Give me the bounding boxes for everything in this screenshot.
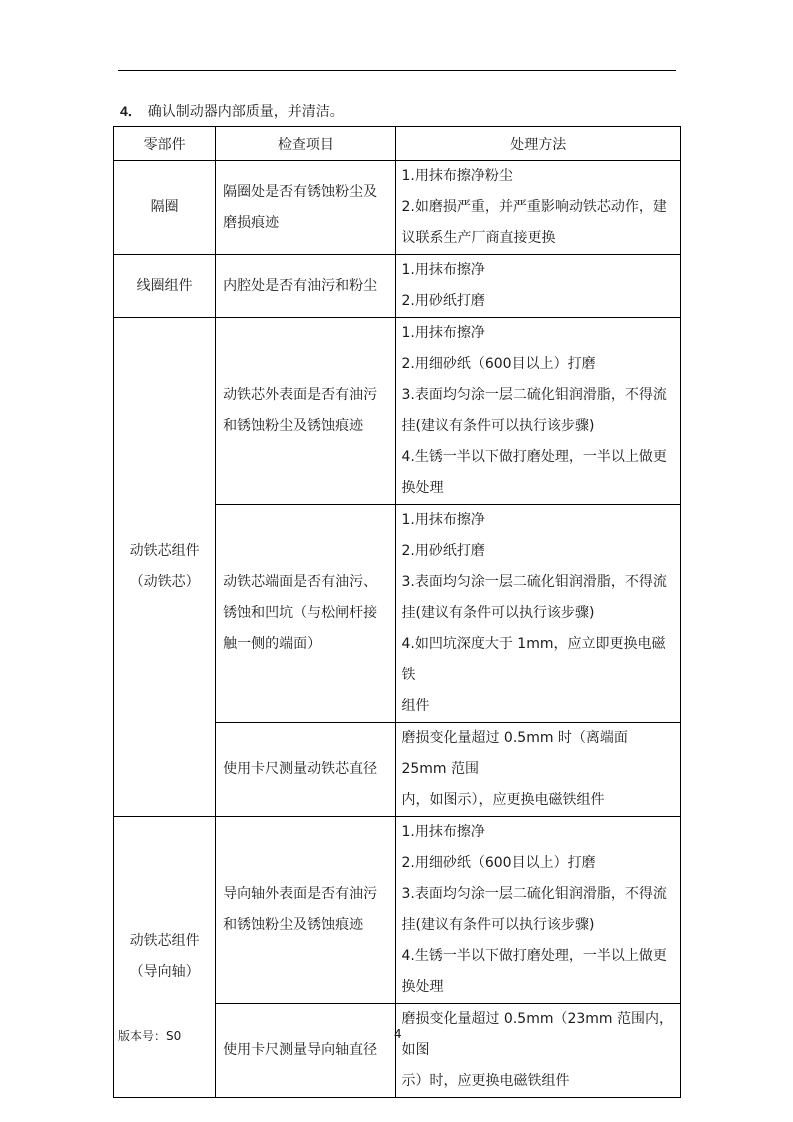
method-line: 1.用抹布擦净 (401, 262, 485, 278)
method-line: 挂(建议有条件可以执行该步骤) (401, 605, 595, 621)
version-number: 版本号：S0 (118, 1029, 182, 1043)
method-line: 4.如凹坑深度大于 1mm，应立即更换电磁铁 (401, 636, 666, 683)
table-row (114, 817, 681, 1004)
method-cell (396, 161, 681, 255)
method-line: 示）时，应更换电磁铁组件 (401, 1073, 570, 1089)
method-cell (396, 255, 681, 318)
header-part: 零部件 (114, 127, 216, 161)
method-cell (396, 1004, 681, 1098)
item-cell: 导向轴外表面是否有油污和锈蚀粉尘及锈蚀痕迹 (216, 817, 396, 1004)
section-title-text: 确认制动器内部质量，并清洁。 (147, 104, 344, 120)
header-rule (118, 70, 676, 71)
part-cell (114, 161, 216, 255)
method-line: 3.表面均匀涂一层二硫化钼润滑脂，不得流 (401, 574, 667, 590)
method-line: 2.用细砂纸（600目以上）打磨 (401, 855, 596, 871)
method-line: 3.表面均匀涂一层二硫化钼润滑脂，不得流 (401, 387, 667, 403)
section-heading (120, 101, 344, 122)
part-cell (114, 318, 216, 817)
part-name: 隔圈 (150, 199, 179, 215)
item-cell: 隔圈处是否有锈蚀粉尘及磨损痕迹 (216, 161, 396, 255)
method-line: 2.如磨损严重，并严重影响动铁芯动作，建 (401, 199, 667, 215)
item-cell: 使用卡尺测量动铁芯直径 (216, 723, 396, 817)
part-subname: （导向轴） (129, 964, 200, 980)
method-line: 磨损变化量超过 0.5mm 时（离端面 25mm 范围 (401, 730, 628, 777)
method-line: 2.用砂纸打磨 (401, 293, 485, 309)
part-cell (114, 255, 216, 318)
page-number: 4 (394, 1027, 402, 1041)
method-line: 1.用抹布擦净粉尘 (401, 168, 513, 184)
table-row (114, 161, 681, 255)
method-line: 组件 (401, 698, 430, 714)
table-row (114, 318, 681, 505)
method-line: 1.用抹布擦净 (401, 824, 485, 840)
method-line: 换处理 (401, 480, 444, 496)
method-line: 4.生锈一半以下做打磨处理，一半以上做更 (401, 948, 667, 964)
part-name: 动铁芯组件 (129, 543, 200, 559)
method-line: 挂(建议有条件可以执行该步骤) (401, 917, 595, 933)
method-line: 换处理 (401, 979, 444, 995)
table-header-row (114, 127, 681, 161)
header-method: 处理方法 (396, 127, 681, 161)
part-name: 线圈组件 (136, 277, 193, 294)
item-cell: 内腔处是否有油污和粉尘 (216, 255, 396, 318)
method-line: 议联系生产厂商直接更换 (401, 230, 556, 246)
method-cell (396, 318, 681, 505)
section-number: 4． (120, 103, 142, 119)
header-item: 检查项目 (216, 127, 396, 161)
method-cell (396, 817, 681, 1004)
part-cell (114, 817, 216, 1098)
method-line: 挂(建议有条件可以执行该步骤) (401, 418, 595, 434)
method-line: 3.表面均匀涂一层二硫化钼润滑脂，不得流 (401, 886, 667, 902)
part-subname: （动铁芯） (129, 574, 200, 590)
item-cell: 使用卡尺测量导向轴直径 (216, 1004, 396, 1098)
method-line: 2.用砂纸打磨 (401, 543, 485, 559)
method-cell (396, 505, 681, 723)
method-line: 内，如图示），应更换电磁铁组件 (401, 792, 605, 808)
part-name: 动铁芯组件 (129, 933, 200, 949)
method-line: 4.生锈一半以下做打磨处理，一半以上做更 (401, 449, 667, 465)
inspection-table (113, 126, 681, 1098)
method-line: 磨损变化量超过 0.5mm（23mm 范围内，如图 (401, 1011, 674, 1058)
method-line: 1.用抹布擦净 (401, 512, 485, 528)
item-cell: 动铁芯端面是否有油污、锈蚀和凹坑（与松闸杆接触一侧的端面） (216, 505, 396, 723)
item-cell: 动铁芯外表面是否有油污和锈蚀粉尘及锈蚀痕迹 (216, 318, 396, 505)
method-line: 2.用细砂纸（600目以上）打磨 (401, 356, 596, 372)
method-cell (396, 723, 681, 817)
method-line: 1.用抹布擦净 (401, 325, 485, 341)
table-row (114, 255, 681, 318)
